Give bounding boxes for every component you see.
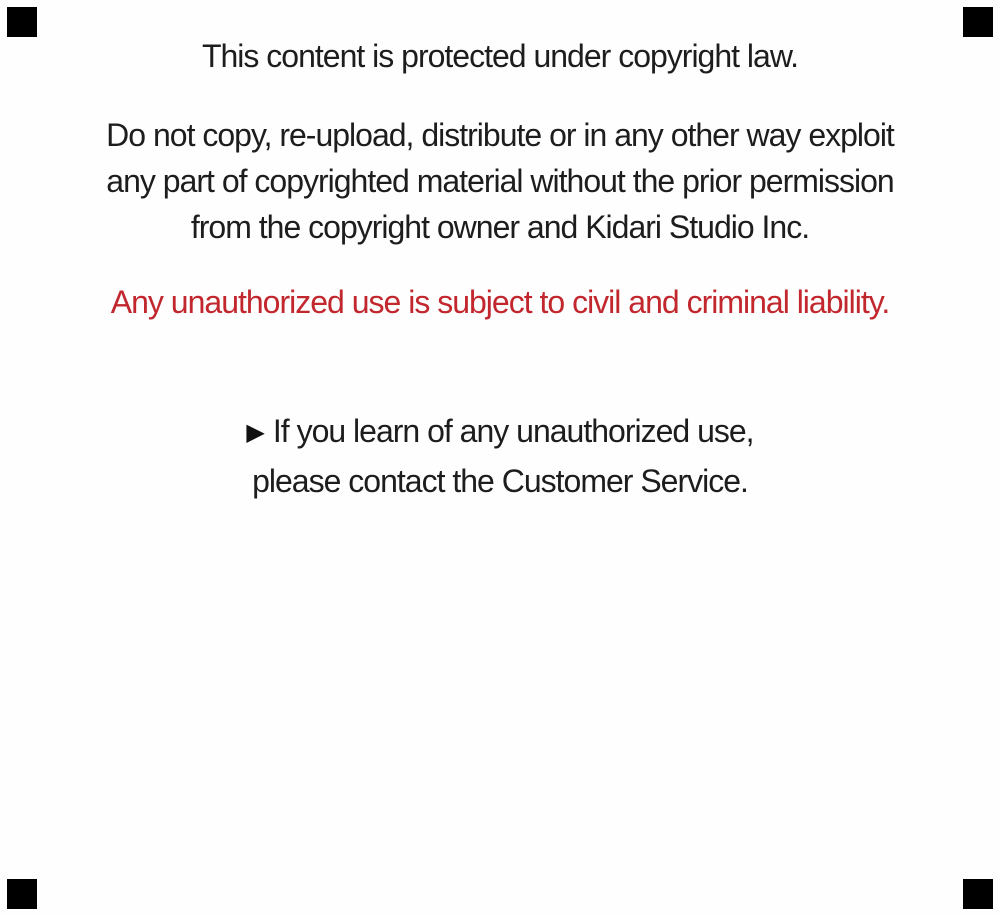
prohibition-paragraph — [0, 112, 1000, 250]
copyright-protection-statement: This content is protected under copyright law. — [201, 38, 799, 74]
prohibition-line-1: Do not copy, re-upload, distribute or in any other way exploit — [106, 117, 894, 153]
corner-marker-bottom-right — [963, 879, 993, 909]
liability-warning: Any unauthorized use is subject to civil and criminal liability. — [110, 284, 890, 320]
prohibition-line-2: any part of copyrighted material without the prior permission — [106, 163, 894, 199]
corner-marker-top-right — [963, 7, 993, 37]
contact-line-2: please contact the Customer Service. — [252, 463, 748, 499]
contact-instructions — [0, 408, 1000, 504]
corner-marker-top-left — [7, 7, 37, 37]
prohibition-line-3: from the copyright owner and Kidari Studio Inc. — [190, 209, 810, 245]
contact-line-1: If you learn of any unauthorized use, — [272, 413, 754, 449]
corner-marker-bottom-left — [7, 879, 37, 909]
right-triangle-icon: ▶ — [246, 419, 264, 446]
